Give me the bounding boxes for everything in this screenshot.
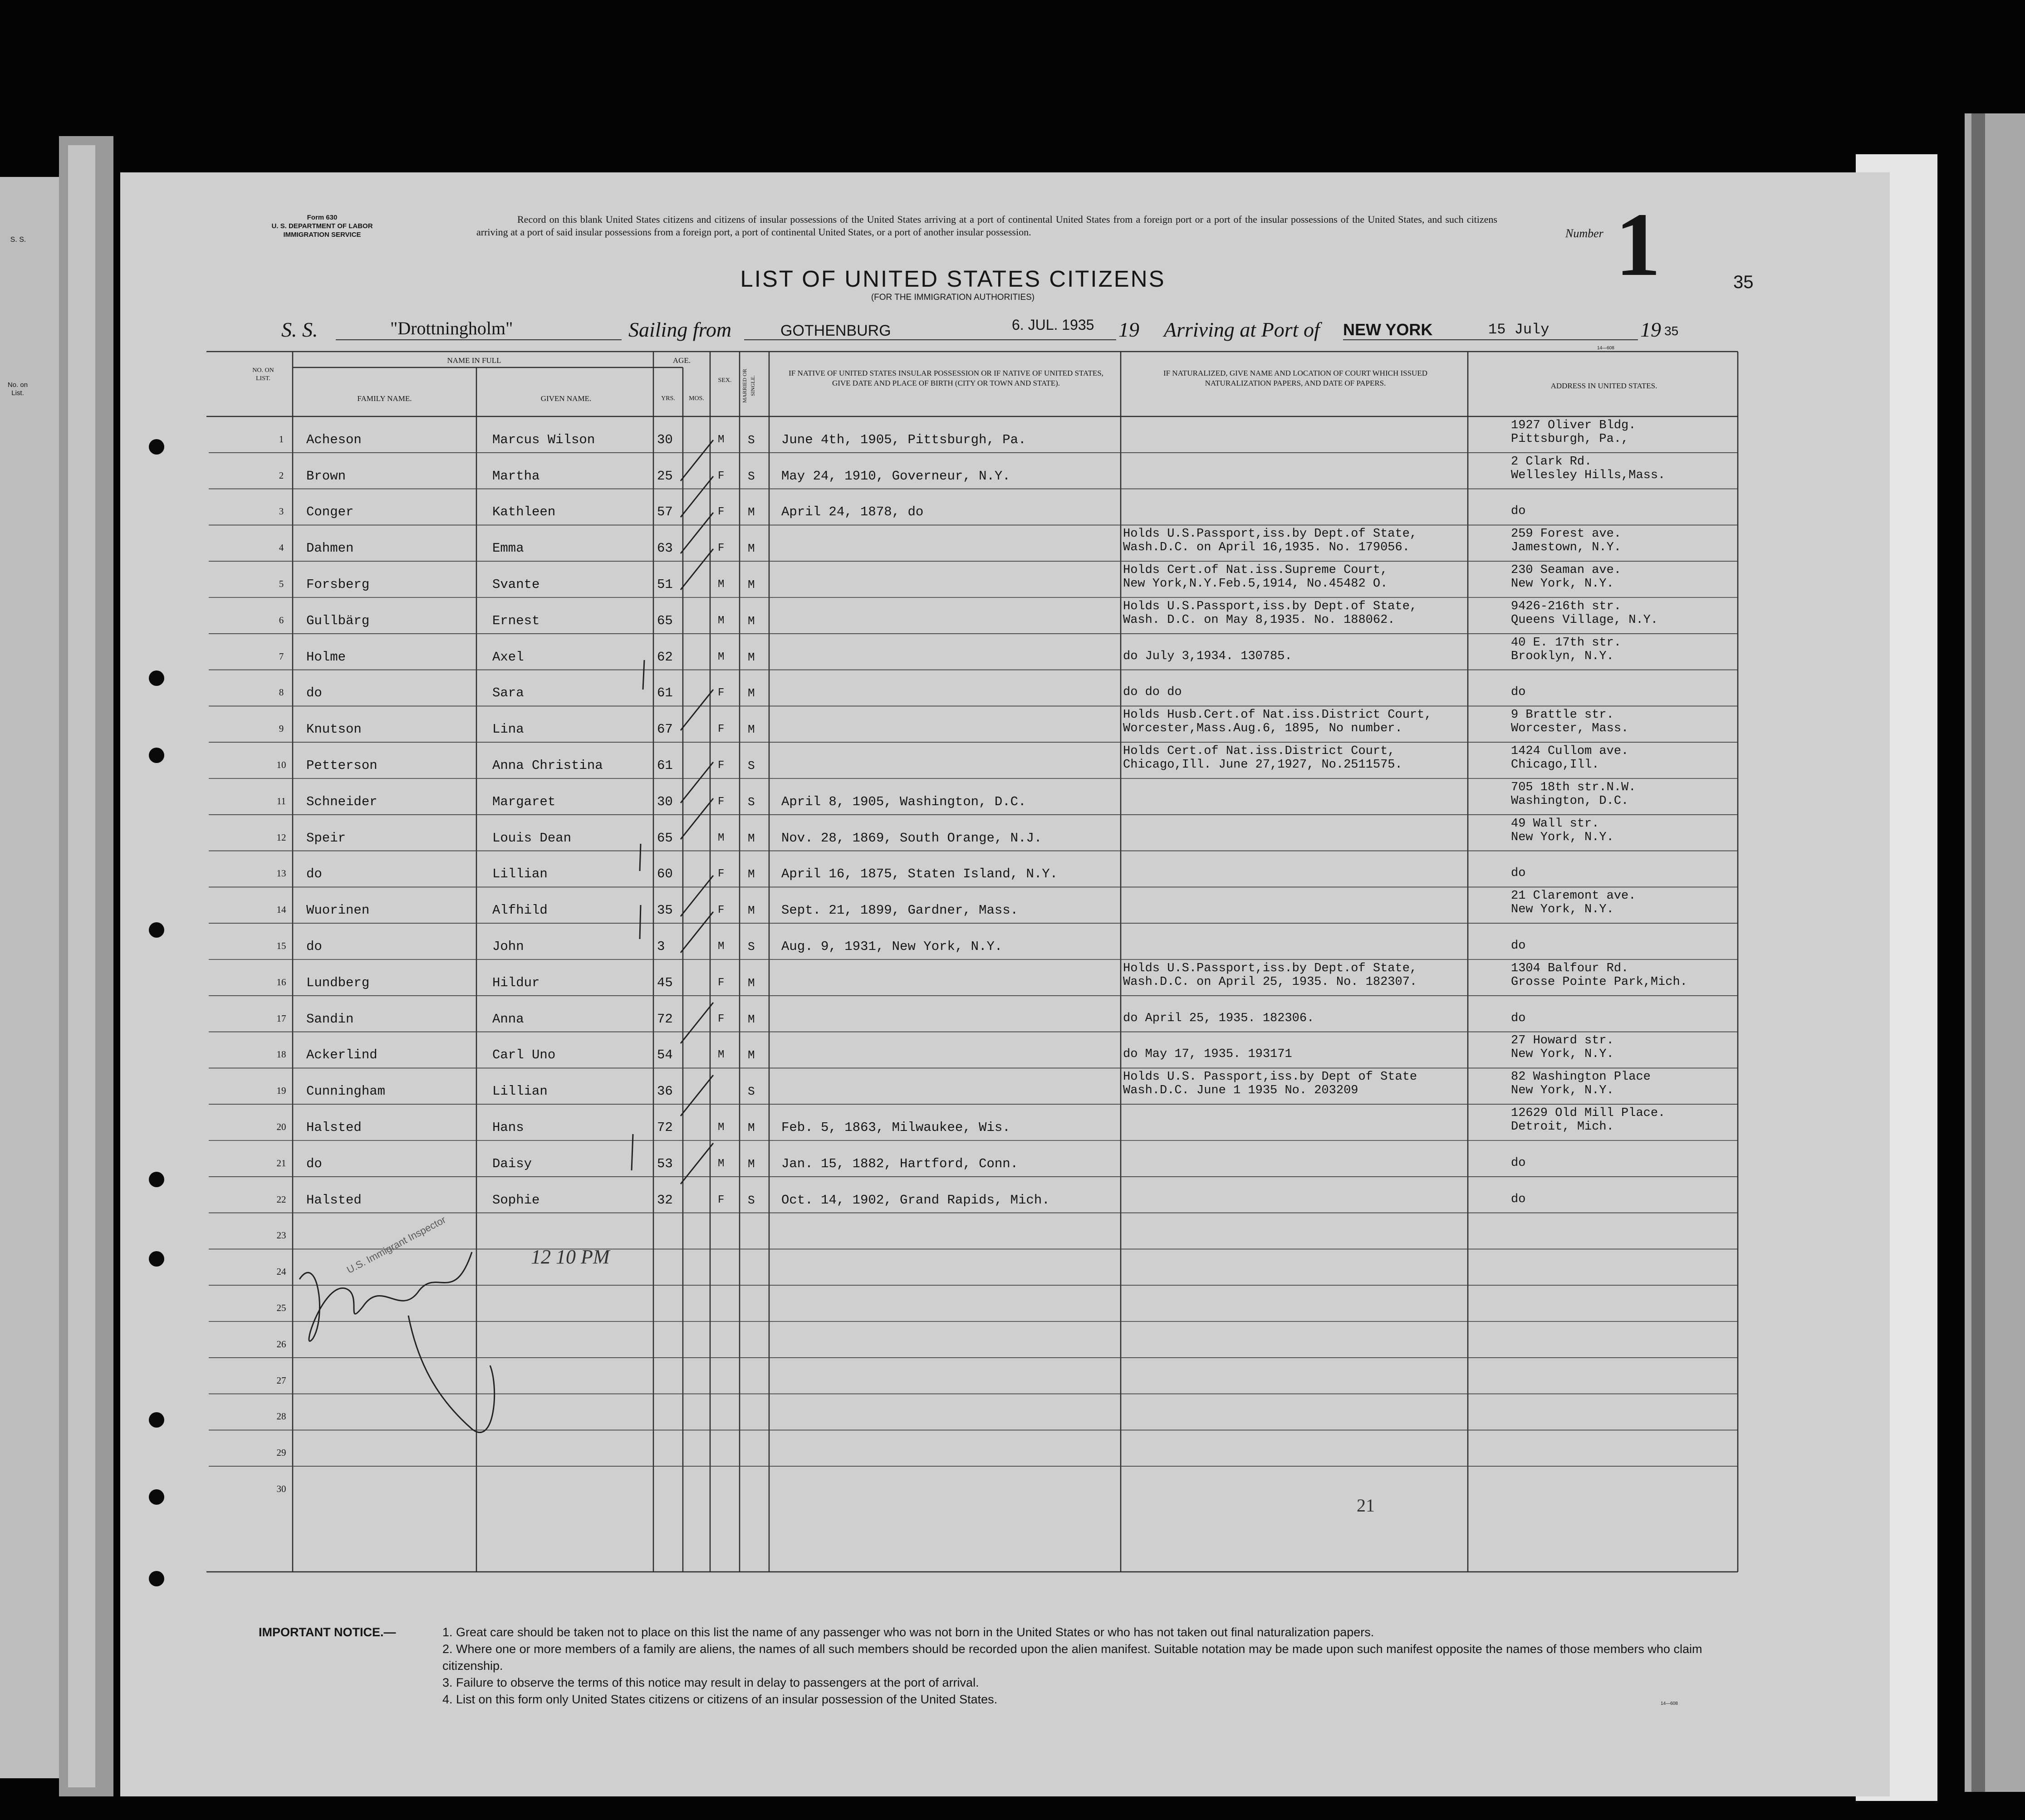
family-name: Wuorinen	[306, 903, 370, 918]
naturalization-line-1: Holds U.S.Passport,iss.by Dept.of State,	[1123, 527, 1417, 541]
family-name: Acheson	[306, 432, 362, 447]
family-name: Schneider	[306, 794, 378, 809]
sex: M	[718, 1121, 725, 1134]
marital-status: M	[748, 650, 755, 664]
family-name: do	[306, 1156, 322, 1171]
age-years: 3	[657, 939, 665, 954]
age-years: 60	[657, 866, 673, 882]
col-name-in-full: NAME IN FULL	[447, 356, 501, 365]
address-line-1: 259 Forest ave.	[1511, 527, 1622, 541]
arrival-port: NEW YORK	[1343, 320, 1433, 339]
family-name: Dahmen	[306, 541, 354, 556]
sex: M	[718, 433, 725, 446]
row-number: 24	[276, 1266, 286, 1277]
address-line-2: do	[1511, 1156, 1526, 1170]
family-name: Holme	[306, 649, 346, 665]
row-number: 28	[276, 1411, 286, 1422]
row-number: 16	[276, 976, 286, 988]
naturalization-line-1: Holds U.S.Passport,iss.by Dept.of State,	[1123, 599, 1417, 613]
address-line-1: 40 E. 17th str.	[1511, 636, 1622, 650]
address-line-2: Chicago,Ill.	[1511, 758, 1599, 772]
notice-item-1: 1. Great care should be taken not to place on this list the name of any passenger who was not born in the United States or who has not taken out final naturalization papers.	[442, 1625, 1374, 1639]
family-name: Lundberg	[306, 975, 370, 990]
sailing-year-prefix: 19	[1118, 318, 1139, 341]
address-line-1: 9426-216th str.	[1511, 599, 1622, 613]
marital-status: M	[748, 723, 755, 737]
marital-status: M	[748, 976, 755, 990]
sex: F	[718, 687, 725, 700]
sex: M	[718, 614, 725, 627]
naturalization-line-2: do April 25, 1935. 182306.	[1123, 1011, 1314, 1025]
birth-info: April 24, 1878, do	[781, 504, 924, 520]
family-name: Cunningham	[306, 1084, 386, 1099]
arrival-year-suffix: 35	[1664, 324, 1679, 338]
birth-info: Nov. 28, 1869, South Orange, N.J.	[781, 830, 1042, 846]
row-number: 6	[279, 614, 284, 626]
naturalization-line-1: Holds Husb.Cert.of Nat.iss.District Court,	[1123, 708, 1432, 722]
page-subtitle: (FOR THE IMMIGRATION AUTHORITIES)	[871, 293, 1035, 302]
birth-info: Sept. 21, 1899, Gardner, Mass.	[781, 903, 1019, 918]
row-number: 7	[279, 651, 284, 662]
department-name: U. S. DEPARTMENT OF LABOR	[271, 222, 373, 230]
sex: M	[718, 1157, 725, 1170]
row-number: 25	[276, 1302, 286, 1313]
arrival-date: 15 July	[1488, 321, 1549, 338]
family-name: do	[306, 866, 322, 882]
address-line-2: New York, N.Y.	[1511, 577, 1614, 591]
address-line-2: New York, N.Y.	[1511, 830, 1614, 844]
sex: F	[718, 470, 725, 482]
marital-status: M	[748, 686, 755, 700]
col-marital-status: MARRIED OR SINGLE.	[741, 368, 756, 403]
family-name: Forsberg	[306, 577, 370, 592]
sex: F	[718, 976, 725, 989]
number-label: Number	[1565, 227, 1603, 240]
address-line-2: Wellesley Hills,Mass.	[1511, 468, 1666, 482]
given-name: Anna	[492, 1011, 524, 1027]
address-line-1: 1927 Oliver Bldg.	[1511, 418, 1636, 432]
sex: F	[718, 759, 725, 772]
row-number: 14	[276, 904, 286, 915]
age-years: 72	[657, 1120, 673, 1135]
notice-item-2: 2. Where one or more members of a family are aliens, the names of all such members should be recorded upon the alien manifest. Suitable notation may be made upon such manifest opposite the names of those members who claim citizenship.	[442, 1642, 1702, 1673]
age-years: 65	[657, 830, 673, 846]
row-number: 18	[276, 1049, 286, 1060]
given-name: John	[492, 939, 524, 954]
sex: F	[718, 904, 725, 917]
row-number: 11	[276, 795, 286, 807]
marital-status: S	[748, 469, 755, 483]
age-years: 53	[657, 1156, 673, 1171]
service-name: IMMIGRATION SERVICE	[283, 231, 361, 239]
row-number: 5	[279, 578, 284, 589]
sex: F	[718, 1013, 725, 1025]
total-count: 21	[1357, 1495, 1375, 1516]
age-years: 54	[657, 1047, 673, 1063]
address-line-2: Pittsburgh, Pa.,	[1511, 432, 1629, 446]
birth-info: April 8, 1905, Washington, D.C.	[781, 794, 1026, 809]
col-naturalization: IF NATURALIZED, GIVE NAME AND LOCATION OF COURT WHICH ISSUED NATURALIZATION PAPERS, AND DATE OF PAPERS.	[1163, 369, 1427, 387]
marital-status: M	[748, 1157, 755, 1171]
arriving-label: Arriving at Port of	[1164, 318, 1320, 341]
naturalization-line-2: Worcester,Mass.Aug.6, 1895, No number.	[1123, 722, 1402, 736]
given-name: Louis Dean	[492, 830, 572, 846]
address-line-1: 1424 Cullom ave.	[1511, 744, 1629, 758]
family-name: Gullbärg	[306, 613, 370, 628]
col-years: YRS.	[661, 395, 675, 402]
given-name: Lillian	[492, 1084, 548, 1099]
given-name: Lina	[492, 722, 524, 737]
family-name: Brown	[306, 468, 346, 484]
sex: F	[718, 542, 725, 555]
adjacent-page-label: S. S.	[10, 236, 26, 244]
address-line-2: Washington, D.C.	[1511, 794, 1629, 808]
marital-status: M	[748, 578, 755, 592]
marital-status: S	[748, 1085, 755, 1099]
important-notice	[259, 1624, 1724, 1708]
row-number: 30	[276, 1483, 286, 1494]
birth-info: June 4th, 1905, Pittsburgh, Pa.	[781, 432, 1026, 447]
marital-status: M	[748, 542, 755, 556]
given-name: Lillian	[492, 866, 548, 882]
age-years: 35	[657, 903, 673, 918]
address-line-2: New York, N.Y.	[1511, 1047, 1614, 1062]
form-code-top: 14—608	[1597, 346, 1614, 351]
given-name: Anna Christina	[492, 758, 603, 773]
time-note: 12 10 PM	[531, 1246, 610, 1268]
notice-item-3: 3. Failure to observe the terms of this notice may result in delay to passengers at the port of arrival.	[442, 1676, 979, 1689]
col-family-name: FAMILY NAME.	[357, 394, 412, 403]
notice-item-4: 4. List on this form only United States citizens or citizens of an insular possession of the United States.	[442, 1693, 998, 1706]
marital-status: M	[748, 831, 755, 845]
age-years: 62	[657, 649, 673, 665]
sex: F	[718, 723, 725, 736]
col-sex: SEX.	[718, 377, 732, 384]
address-line-2: do	[1511, 504, 1526, 519]
page-title: LIST OF UNITED STATES CITIZENS	[740, 266, 1166, 292]
age-years: 61	[657, 758, 673, 773]
marital-status: S	[748, 940, 755, 954]
sex: F	[718, 506, 725, 519]
family-name: do	[306, 685, 322, 701]
row-number: 3	[279, 506, 284, 517]
given-name: Sara	[492, 685, 524, 701]
marital-status: M	[748, 1048, 755, 1062]
address-line-1: 705 18th str.N.W.	[1511, 780, 1636, 794]
col-months: MOS.	[689, 395, 704, 402]
birth-info: Aug. 9, 1931, New York, N.Y.	[781, 939, 1003, 954]
sex: F	[718, 868, 725, 881]
row-number: 29	[276, 1447, 286, 1458]
sex: M	[718, 578, 725, 591]
sex: F	[718, 795, 725, 808]
naturalization-line-2: Wash.D.C. June 1 1935 No. 203209	[1123, 1084, 1358, 1098]
col-native-birth: IF NATIVE OF UNITED STATES INSULAR POSSESSION OR IF NATIVE OF UNITED STATES, GIVE DATE AND PLACE OF BIRTH (CITY OR TOWN AND STATE).	[789, 369, 1103, 387]
marital-status: S	[748, 1193, 755, 1207]
sex: F	[718, 1194, 725, 1206]
given-name: Emma	[492, 541, 524, 556]
naturalization-line-2: do May 17, 1935. 193171	[1123, 1047, 1292, 1062]
address-line-2: New York, N.Y.	[1511, 1084, 1614, 1098]
given-name: Carl Uno	[492, 1047, 556, 1063]
address-line-1: 21 Claremont ave.	[1511, 889, 1636, 903]
age-years: 63	[657, 541, 673, 556]
sailing-port: GOTHENBURG	[780, 322, 891, 339]
age-years: 45	[657, 975, 673, 990]
age-years: 30	[657, 794, 673, 809]
family-name: Knutson	[306, 722, 362, 737]
row-number: 17	[276, 1013, 286, 1024]
age-years: 36	[657, 1084, 673, 1099]
family-name: Ackerlind	[306, 1047, 378, 1063]
marital-status: M	[748, 505, 755, 519]
col-age: AGE.	[672, 356, 691, 365]
address-line-2: do	[1511, 866, 1526, 881]
family-name: Conger	[306, 504, 354, 520]
row-number: 20	[276, 1121, 286, 1132]
notice-heading: IMPORTANT NOTICE.—	[259, 1625, 396, 1639]
address-line-2: Worcester, Mass.	[1511, 722, 1629, 736]
address-line-1: 27 Howard str.	[1511, 1034, 1614, 1048]
naturalization-line-2: Wash.D.C. on April 16,1935. No. 179056.	[1123, 541, 1410, 555]
row-number: 13	[276, 868, 286, 879]
naturalization-line-1: Holds Cert.of Nat.iss.Supreme Court,	[1123, 563, 1388, 577]
naturalization-line-2: Wash. D.C. on May 8,1935. No. 188062.	[1123, 613, 1395, 627]
marital-status: S	[748, 433, 755, 447]
given-name: Margaret	[492, 794, 556, 809]
naturalization-line-2: Chicago,Ill. June 27,1927, No.2511575.	[1123, 758, 1402, 772]
form-number: Form 630	[307, 214, 338, 221]
birth-info: May 24, 1910, Governeur, N.Y.	[781, 468, 1010, 484]
marital-status: M	[748, 867, 755, 881]
row-number: 22	[276, 1194, 286, 1205]
address-line-2: do	[1511, 939, 1526, 953]
age-years: 65	[657, 613, 673, 628]
sailing-date-stamp: 6. JUL. 1935	[1012, 317, 1094, 333]
given-name: Alfhild	[492, 903, 548, 918]
row-number: 2	[279, 470, 284, 481]
given-name: Axel	[492, 649, 524, 665]
given-name: Sophie	[492, 1192, 540, 1208]
naturalization-line-2: do July 3,1934. 130785.	[1123, 649, 1292, 663]
age-years: 25	[657, 468, 673, 484]
address-line-2: do	[1511, 1192, 1526, 1206]
given-name: Hans	[492, 1120, 524, 1135]
age-years: 51	[657, 577, 673, 592]
address-line-2: Detroit, Mich.	[1511, 1120, 1614, 1134]
naturalization-line-1: Holds Cert.of Nat.iss.District Court,	[1123, 744, 1395, 758]
col-address: ADDRESS IN UNITED STATES.	[1550, 382, 1657, 390]
ship-name: "Drottningholm"	[390, 318, 513, 338]
address-line-2: Queens Village, N.Y.	[1511, 613, 1658, 627]
address-line-2: Jamestown, N.Y.	[1511, 541, 1622, 555]
record-instructions: Record on this blank United States citizens and citizens of insular possessions of the United States arriving at a port of continental United States from a foreign port or a port of the insular possessions of the United States, and such citizens arriving at a port of said insular possessions from a foreign port, a port of continental United States, or a port of another insular possession.	[476, 214, 1497, 238]
naturalization-line-2: Wash.D.C. on April 25, 1935. No. 182307.	[1123, 975, 1417, 989]
row-number: 4	[279, 542, 284, 553]
row-number: 19	[276, 1085, 286, 1096]
inspector-stamp: U.S. Immigrant Inspector	[345, 1213, 448, 1276]
arrival-year-prefix: 19	[1640, 318, 1661, 341]
row-number: 10	[276, 759, 286, 770]
address-line-1: 82 Washington Place	[1511, 1070, 1651, 1084]
form-code-bottom: 14—608	[1661, 1701, 1678, 1706]
age-years: 67	[657, 722, 673, 737]
family-name: Halsted	[306, 1192, 362, 1208]
family-name: Speir	[306, 830, 346, 846]
row-number: 26	[276, 1338, 286, 1350]
adjacent-page-column-label: No. on List.	[7, 381, 28, 397]
birth-info: April 16, 1875, Staten Island, N.Y.	[781, 866, 1058, 882]
age-years: 32	[657, 1192, 673, 1208]
sailing-from-label: Sailing from	[628, 318, 732, 341]
row-number: 9	[279, 723, 284, 734]
marital-status: M	[748, 1012, 755, 1026]
marital-status: S	[748, 759, 755, 773]
given-name: Daisy	[492, 1156, 532, 1171]
address-line-1: 9 Brattle str.	[1511, 708, 1614, 722]
col-given-name: GIVEN NAME.	[540, 394, 592, 403]
age-years: 61	[657, 685, 673, 701]
family-name: do	[306, 939, 322, 954]
birth-info: Feb. 5, 1863, Milwaukee, Wis.	[781, 1120, 1010, 1135]
age-years: 30	[657, 432, 673, 447]
row-number: 12	[276, 832, 286, 843]
sex: M	[718, 832, 725, 844]
given-name: Svante	[492, 577, 540, 592]
address-line-2: New York, N.Y.	[1511, 903, 1614, 917]
given-name: Hildur	[492, 975, 540, 990]
row-number: 21	[276, 1157, 286, 1169]
given-name: Marcus Wilson	[492, 432, 595, 447]
family-name: Petterson	[306, 758, 378, 773]
row-number: 23	[276, 1230, 286, 1241]
address-line-2: do	[1511, 685, 1526, 700]
age-years: 72	[657, 1011, 673, 1027]
sex: M	[718, 651, 725, 663]
address-line-1: 49 Wall str.	[1511, 817, 1599, 831]
marital-status: S	[748, 795, 755, 809]
marital-status: M	[748, 1121, 755, 1135]
birth-info: Oct. 14, 1902, Grand Rapids, Mich.	[781, 1192, 1050, 1208]
naturalization-line-1: Holds U.S.Passport,iss.by Dept.of State,	[1123, 961, 1417, 975]
given-name: Ernest	[492, 613, 540, 628]
naturalization-line-1: Holds U.S. Passport,iss.by Dept of State	[1123, 1070, 1417, 1084]
address-line-1: 1304 Balfour Rd.	[1511, 961, 1629, 975]
sex: M	[718, 1049, 725, 1062]
naturalization-line-2: do do do	[1123, 685, 1182, 700]
address-line-1: 12629 Old Mill Place.	[1511, 1106, 1666, 1120]
age-years: 57	[657, 504, 673, 520]
family-name: Sandin	[306, 1011, 354, 1027]
address-line-1: 2 Clark Rd.	[1511, 455, 1592, 469]
family-name: Halsted	[306, 1120, 362, 1135]
row-number: 8	[279, 687, 284, 698]
address-line-2: Brooklyn, N.Y.	[1511, 649, 1614, 663]
marital-status: M	[748, 904, 755, 918]
naturalization-line-2: New York,N.Y.Feb.5,1914, No.45482 O.	[1123, 577, 1388, 591]
page-number: 1	[1615, 195, 1661, 295]
ss-label: S. S.	[281, 318, 318, 341]
row-number: 15	[276, 940, 286, 951]
col-no-on-list: NO. ON LIST.	[252, 367, 274, 382]
page-note: 35	[1733, 272, 1754, 292]
row-number: 1	[279, 433, 284, 445]
given-name: Martha	[492, 468, 540, 484]
marital-status: M	[748, 614, 755, 628]
birth-info: Jan. 15, 1882, Hartford, Conn.	[781, 1156, 1019, 1171]
address-line-1: 230 Seaman ave.	[1511, 563, 1622, 577]
given-name: Kathleen	[492, 504, 556, 520]
row-number: 27	[276, 1375, 286, 1386]
address-line-2: Grosse Pointe Park,Mich.	[1511, 975, 1687, 989]
address-line-2: do	[1511, 1011, 1526, 1025]
sex: M	[718, 940, 725, 953]
